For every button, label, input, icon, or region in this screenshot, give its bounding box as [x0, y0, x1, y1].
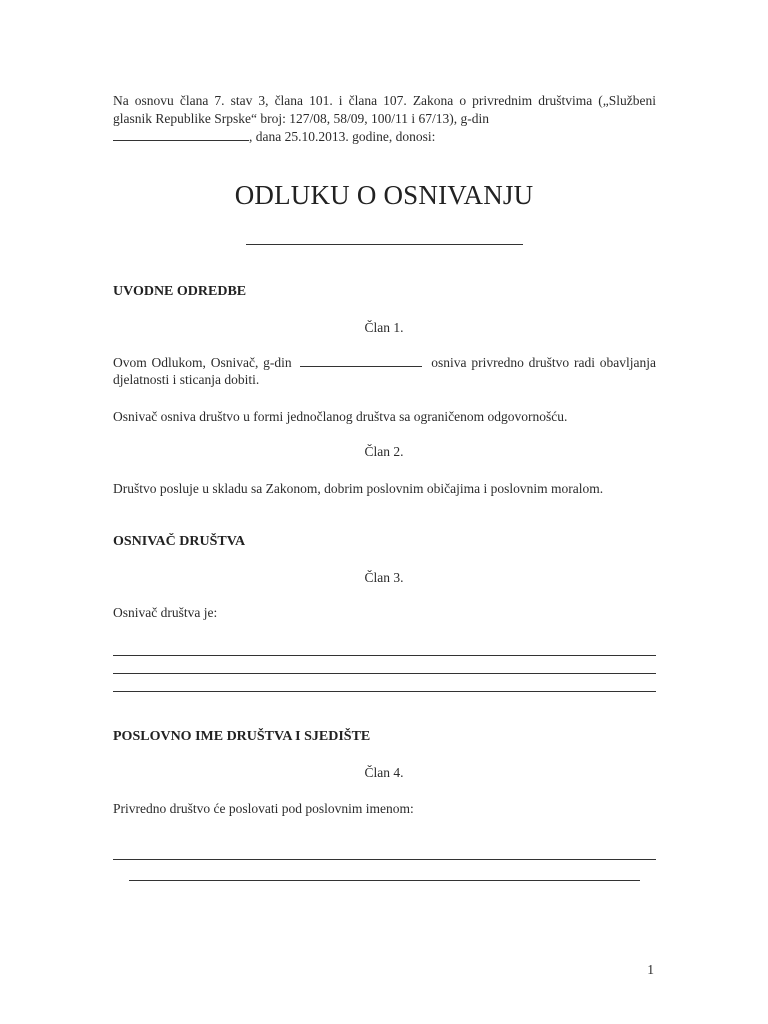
founder-blank-line-1[interactable]: [113, 655, 656, 656]
company-name-blank-line-1[interactable]: [113, 859, 656, 860]
section-heading-uvodne-odredbe: UVODNE ODREDBE: [113, 284, 247, 299]
name-blank-line[interactable]: [113, 128, 249, 141]
intro-text: Na osnovu člana 7. stav 3, člana 101. i člana 107. Zakona o privrednim društvima („Službeni glasnik Republike Srpske“ broj: 127/08, 58/09, 100/11 i 67/13), g-din: [113, 93, 656, 126]
article-2-label: Član 2.: [364, 444, 404, 459]
article-2-paragraph: Društvo posluje u skladu sa Zakonom, dobrim poslovnim običajima i poslovnim moralom.: [113, 481, 604, 496]
section-heading-poslovno-ime: POSLOVNO IME DRUŠTVA I SJEDIŠTE: [113, 729, 371, 744]
article-4-paragraph: Privredno društvo će poslovati pod poslovnim imenom:: [113, 801, 414, 816]
intro-date-text: , dana 25.10.2013. godine, donosi:: [249, 129, 436, 144]
article-4-label: Član 4.: [364, 765, 404, 780]
article-1-paragraph-1: [113, 354, 656, 388]
founder-blank-line-2[interactable]: [113, 673, 656, 674]
founder-blank-line-3[interactable]: [113, 691, 656, 692]
section-heading-osnivac-drustva: OSNIVAČ DRUŠTVA: [113, 534, 246, 549]
founder-name-blank-line[interactable]: [300, 354, 422, 367]
article-1-paragraph-2: Osnivač osniva društvo u formi jednočlanog društva sa ograničenom odgovornošću.: [113, 409, 568, 424]
article-1-text-start: Ovom Odlukom, Osnivač, g-din: [113, 355, 292, 370]
intro-paragraph: [113, 92, 656, 146]
article-3-paragraph: Osnivač društva je:: [113, 605, 218, 620]
article-1-label: Član 1.: [364, 320, 404, 335]
title-underline: [246, 244, 523, 245]
page-number: 1: [647, 962, 654, 977]
company-name-blank-line-2[interactable]: [129, 880, 640, 881]
document-title: ODLUKU O OSNIVANJU: [234, 180, 534, 210]
article-3-label: Član 3.: [364, 570, 404, 585]
article-1-text-end: osniva privredno društvo radi obavljanja djelatnosti i sticanja dobiti.: [113, 355, 656, 387]
